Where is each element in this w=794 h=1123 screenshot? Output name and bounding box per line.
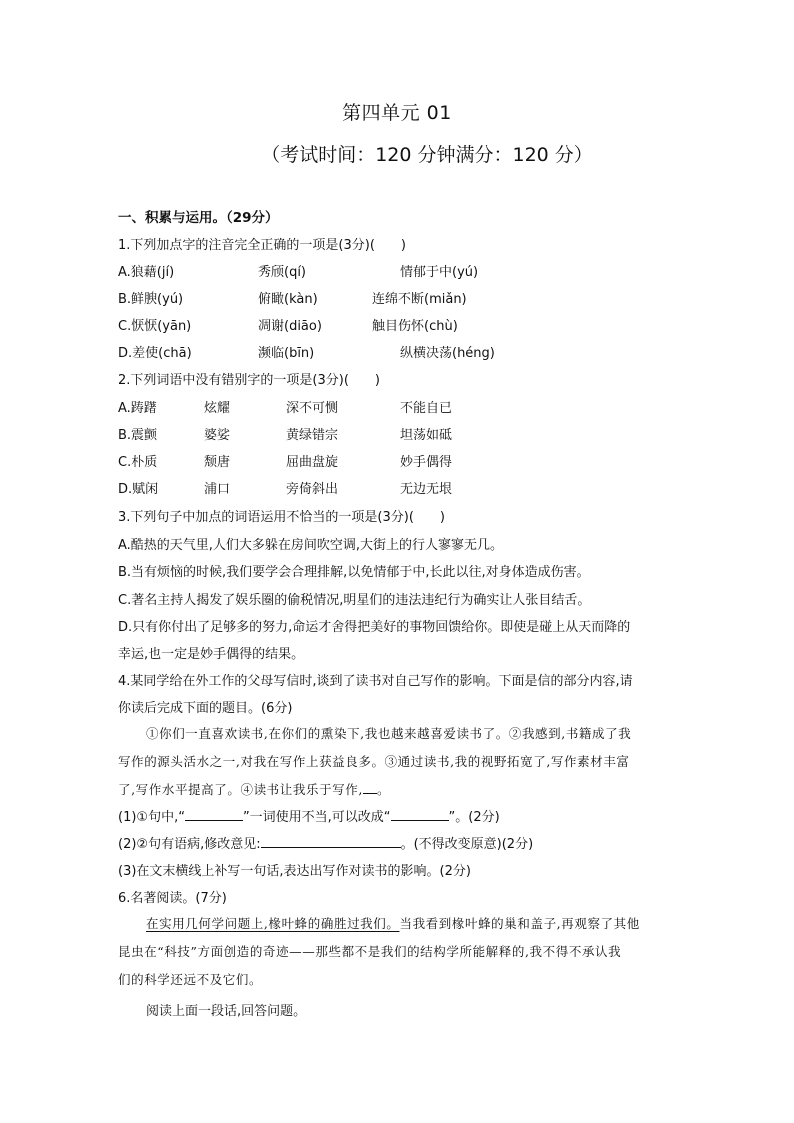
q2-a-2: 炫耀 — [204, 401, 231, 416]
q1-c-1: C.恹恹(yān) — [118, 319, 192, 334]
q3-option-b: B.当有烦恼的时候,我们要学会合理排解,以免情郁于中,长此以往,对身体造成伤害。 — [118, 565, 590, 580]
q4-passage-line2: 写作的源头活水之一,对我在写作上获益良多。③通过读书,我的视野拓宽了,写作素材丰富 — [118, 754, 630, 769]
q4-sub2-text-b: 。(不得改变原意)(2分) — [400, 837, 534, 852]
q4-passage-line3 — [118, 780, 390, 798]
q6-passage-underlined: 在实用几何学问题上,椽叶蜂的确胜过我们。 — [146, 916, 400, 931]
q2-a-4: 不能自已 — [400, 401, 453, 416]
q3-stem: 3.下列句子中加点的词语运用不恰当的一项是(3分)( ) — [118, 510, 445, 525]
q4-passage-line3-text: 了,写作水平提高了。④读书让我乐于写作, — [118, 782, 363, 797]
q3-option-d-line2: 幸运,也一定是妙手偶得的结果。 — [118, 647, 305, 662]
q6-passage-line2: 昆虫在“科技”方面创造的奇迹——那些都不是我们的结构学所能解释的,我不得不承认我 — [118, 944, 622, 959]
exam-info: （考试时间：120 分钟满分：120 分） — [261, 144, 593, 166]
q3-option-c: C.著名主持人揭发了娱乐圈的偷税情况,明星们的违法违纪行为确实让人张目结舌。 — [118, 593, 591, 608]
q2-a-3: 深不可恻 — [286, 401, 339, 416]
q2-d-2: 浦口 — [204, 482, 231, 497]
q2-b-3: 黄绿错宗 — [286, 428, 339, 443]
q1-b-2: 俯瞰(kàn) — [258, 292, 318, 307]
q4-subquestion-1 — [118, 806, 500, 825]
q1-d-3: 纵横决荡(héng) — [400, 346, 495, 361]
q1-c-3: 触目伤怀(chù) — [372, 319, 458, 334]
q3-option-a: A.酷热的天气里,人们大多躲在房间吹空调,大街上的行人寥寥无几。 — [118, 538, 504, 553]
q2-c-2: 颓唐 — [204, 455, 231, 470]
q1-b-3: 连绵不断(miǎn) — [372, 292, 467, 307]
q2-d-1: D.赋闲 — [118, 482, 159, 497]
q4-sub1-text-b: ”一词使用不当,可以改成“ — [242, 810, 391, 825]
q4-subquestion-3: (3)在文末横线上补写一句话,表达出写作对读书的影响。(2分) — [118, 864, 471, 879]
q2-c-4: 妙手偶得 — [400, 455, 453, 470]
q2-stem: 2.下列词语中没有错别字的一项是(3分)( ) — [118, 373, 380, 388]
q4-sub2-text-a: (2)②句有语病,修改意见: — [118, 837, 261, 852]
q2-a-1: A.踌躇 — [118, 401, 157, 416]
q4-stem-line1: 4.某同学给在外工作的父母写信时,谈到了读书对自己写作的影响。下面是信的部分内容,请 — [118, 674, 633, 689]
q6-passage-line3: 们的科学还远不及它们。 — [118, 972, 263, 987]
answer-blank[interactable] — [363, 781, 377, 794]
q2-b-1: B.震颤 — [118, 428, 158, 443]
q4-sub1-text-a: (1)①句中,“ — [118, 810, 185, 825]
q3-option-d-line1: D.只有你付出了足够多的努力,命运才舍得把美好的事物回馈给你。即使是碰上从天而降的 — [118, 620, 631, 635]
q2-d-4: 无边无垠 — [400, 482, 453, 497]
q2-b-2: 婆娑 — [204, 428, 231, 443]
q1-a-1: A.狼藉(jí) — [118, 265, 175, 280]
q4-subquestion-2 — [118, 833, 533, 852]
answer-blank[interactable] — [261, 835, 401, 848]
q4-sub1-text-c: ”。(2分) — [448, 810, 500, 825]
q2-c-3: 屈曲盘旋 — [286, 455, 339, 470]
q1-d-2: 濒临(bīn) — [258, 346, 315, 361]
answer-blank[interactable] — [391, 808, 449, 821]
answer-blank[interactable] — [185, 808, 243, 821]
q6-passage-line1-rest: 当我看到椽叶蜂的巢和盖子,再观察了其他 — [399, 916, 640, 931]
q4-passage-line3-end: 。 — [376, 782, 391, 797]
q2-d-3: 旁倚斜出 — [286, 482, 339, 497]
q1-a-2: 秀颀(qí) — [258, 265, 307, 280]
q1-a-3: 情郁于中(yú) — [400, 265, 479, 280]
q2-c-1: C.朴质 — [118, 455, 158, 470]
q1-stem: 1.下列加点字的注音完全正确的一项是(3分)( ) — [118, 238, 406, 253]
q4-stem-line2: 你读后完成下面的题目。(6分) — [118, 701, 293, 716]
q6-instruction: 阅读上面一段话,回答问题。 — [146, 1004, 307, 1019]
q1-b-1: B.鲜腴(yú) — [118, 292, 184, 307]
section-heading: 一、积累与运用。（29分） — [118, 210, 279, 226]
q6-passage-line1 — [146, 914, 640, 932]
page-title: 第四单元 01 — [342, 102, 452, 124]
q6-stem: 6.名著阅读。(7分) — [118, 891, 227, 906]
q2-b-4: 坦荡如砥 — [400, 428, 453, 443]
q4-passage-line1: ①你们一直喜欢读书,在你们的熏染下,我也越来越喜爱读书了。②我感到,书籍成了我 — [146, 726, 632, 741]
q1-c-2: 凋谢(diāo) — [258, 319, 322, 334]
q1-d-1: D.差使(chā) — [118, 346, 192, 361]
